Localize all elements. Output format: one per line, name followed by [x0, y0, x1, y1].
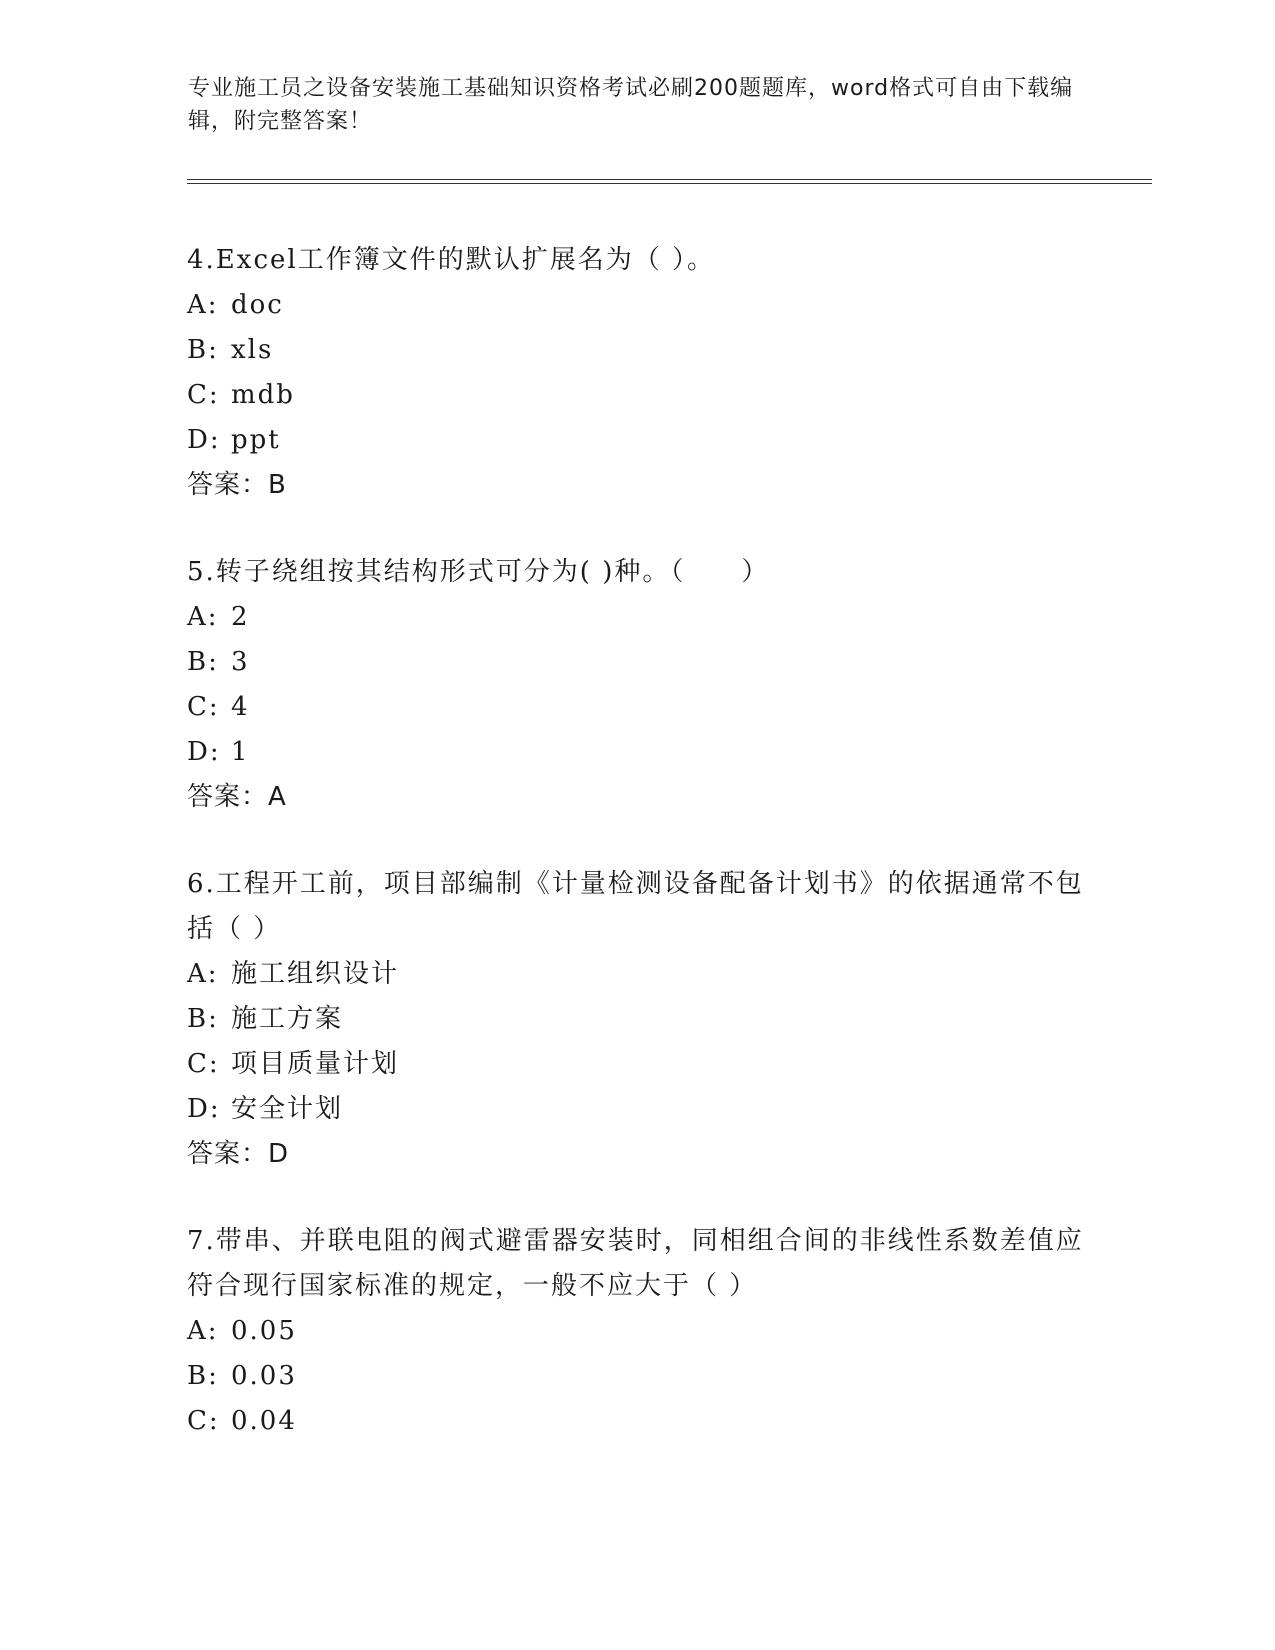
question-stem: 7.带串、并联电阻的阀式避雷器安装时，同相组合间的非线性系数差值应符合现行国家标准的规定，一般不应大于（ ）: [187, 1226, 1084, 1301]
question-item: [187, 1219, 1107, 1444]
option-letter: C:: [187, 1049, 220, 1079]
document-header: 专业施工员之设备安装施工基础知识资格考试必刷200题题库，word格式可自由下载编辑，附完整答案！: [188, 76, 1074, 134]
option-letter: C:: [187, 380, 220, 410]
option-letter: A:: [187, 602, 219, 632]
option-letter: C:: [187, 692, 220, 722]
option-text: 0.04: [231, 1406, 297, 1436]
option-letter: B:: [187, 647, 219, 677]
question-stem: 4.Excel工作簿文件的默认扩展名为（ ）。: [187, 245, 715, 275]
question-list: [187, 238, 1107, 1486]
option-letter: D:: [187, 737, 221, 767]
option-text: xls: [231, 335, 274, 365]
option-b: [187, 1354, 1107, 1399]
option-c: [187, 373, 1107, 418]
option-c: [187, 685, 1107, 730]
option-letter: B:: [187, 1361, 219, 1391]
option-letter: B:: [187, 1004, 219, 1034]
option-b: [187, 640, 1107, 685]
answer-line: 答案：B: [187, 470, 287, 500]
option-text: 1: [231, 737, 250, 767]
option-c: [187, 1042, 1107, 1087]
option-text: 3: [231, 647, 250, 677]
option-a: [187, 952, 1107, 997]
option-d: [187, 730, 1107, 775]
option-b: [187, 328, 1107, 373]
option-text: ppt: [231, 425, 281, 455]
option-a: [187, 595, 1107, 640]
option-letter: D:: [187, 1094, 221, 1124]
answer-line: 答案：D: [187, 1139, 290, 1169]
option-text: 项目质量计划: [231, 1049, 400, 1079]
option-a: [187, 1309, 1107, 1354]
option-text: mdb: [231, 380, 295, 410]
option-text: 安全计划: [231, 1094, 344, 1124]
option-text: 0.05: [231, 1316, 297, 1346]
option-letter: A:: [187, 959, 219, 989]
question-item: [187, 862, 1107, 1177]
option-letter: A:: [187, 1316, 219, 1346]
question-item: [187, 550, 1107, 820]
option-d: [187, 1087, 1107, 1132]
header-divider-top: [187, 179, 1152, 180]
answer-line: 答案：A: [187, 782, 287, 812]
option-text: 2: [231, 602, 250, 632]
option-b: [187, 997, 1107, 1042]
option-text: doc: [231, 290, 284, 320]
option-a: [187, 283, 1107, 328]
question-stem: 5.转子绕组按其结构形式可分为( )种。（ ）: [187, 557, 770, 587]
question-stem: 6.工程开工前，项目部编制《计量检测设备配备计划书》的依据通常不包括（ ）: [187, 869, 1084, 944]
header-divider-bottom: [187, 183, 1152, 184]
option-text: 施工方案: [231, 1004, 344, 1034]
option-text: 4: [231, 692, 250, 722]
option-text: 0.03: [231, 1361, 297, 1391]
option-letter: C:: [187, 1406, 220, 1436]
option-letter: A:: [187, 290, 219, 320]
option-letter: D:: [187, 425, 221, 455]
option-text: 施工组织设计: [231, 959, 400, 989]
option-c: [187, 1399, 1107, 1444]
question-item: [187, 238, 1107, 508]
option-d: [187, 418, 1107, 463]
option-letter: B:: [187, 335, 219, 365]
